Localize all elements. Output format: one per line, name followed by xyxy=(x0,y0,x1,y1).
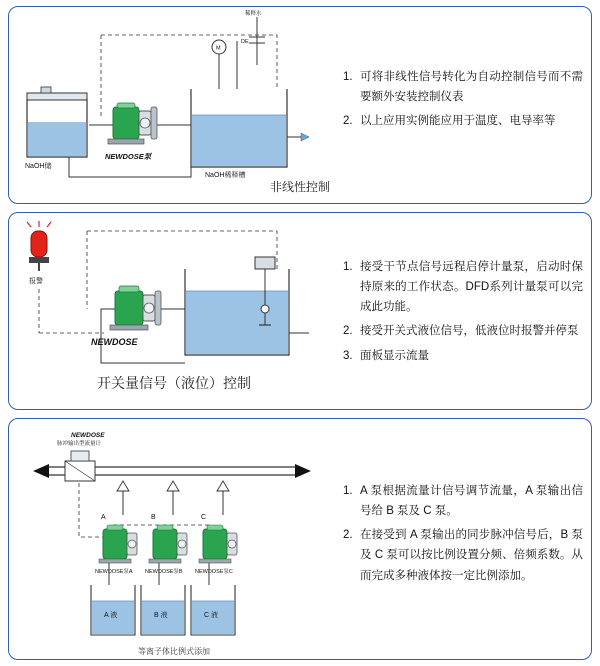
label-tank-left: NaOH储 xyxy=(25,163,52,170)
flowmeter xyxy=(65,451,95,481)
list-text: 接受开关式液位信号，低液位时报警并停泵 xyxy=(360,325,579,338)
pump-a xyxy=(99,525,137,563)
label-pump-b: B xyxy=(151,514,156,521)
list-number: 2. xyxy=(343,529,353,542)
list-item xyxy=(343,67,583,107)
list-item xyxy=(343,257,583,317)
list-number: 1. xyxy=(343,485,353,497)
label-tank-c: C 液 xyxy=(204,612,218,619)
label-pump-a-name: NEWDOSE泵A xyxy=(95,569,133,575)
panel-level-switch-control xyxy=(8,212,592,410)
pump-b xyxy=(149,525,187,563)
pump-c xyxy=(199,525,237,563)
list-item xyxy=(343,111,583,131)
label-pump-c: C xyxy=(201,514,207,521)
motor-label: M xyxy=(216,45,221,52)
text-level-switch-control xyxy=(343,213,583,409)
list-number: 2. xyxy=(343,115,353,128)
flow-arrow-out xyxy=(295,464,311,478)
label-pump-a: A xyxy=(101,514,106,521)
list-text: 接受干节点信号远程启停计量泵，启动时保持原来的工作状态。DFD系列计量泵可以完成此功能。 xyxy=(360,261,583,314)
label-dilution-water: 稀释水 xyxy=(245,11,262,17)
injection-valve-b xyxy=(167,481,179,491)
list-number: 1. xyxy=(343,71,353,83)
label-tank-a: A 液 xyxy=(104,612,118,619)
flow-arrow-in xyxy=(33,464,49,478)
list-number: 2. xyxy=(343,325,353,338)
list-number: 3. xyxy=(343,349,353,362)
list-text: A 泵根据流量计信号调节流量，A 泵输出信号给 B 泵及 C 泵。 xyxy=(360,485,583,518)
tank-a xyxy=(91,585,135,635)
list-item xyxy=(343,481,583,521)
list-item xyxy=(343,525,583,585)
panel-proportional-dosing xyxy=(8,418,592,660)
list-item xyxy=(343,346,583,366)
pump-newdose xyxy=(108,103,157,144)
list-text: 面板显示流量 xyxy=(360,349,429,362)
text-nonlinear-control xyxy=(343,7,583,203)
list-text: 在接受到 A 泵输出的同步脉冲信号后，B 泵及 C 泵可以按比例设置分频、倍频系数。从而完成多种液体按一定比例添加。 xyxy=(360,529,583,582)
label-pump: NEWDOSE泵 xyxy=(105,152,152,161)
tank-liquid xyxy=(192,115,286,166)
injection-valve-c xyxy=(217,481,229,491)
injection-valve-a xyxy=(117,481,129,491)
label-alarm: 报警 xyxy=(29,278,43,285)
pump-newdose xyxy=(110,286,161,330)
diagram-nonlinear-control xyxy=(9,7,339,203)
list-item xyxy=(343,321,583,341)
level-float xyxy=(261,305,269,313)
list-text: 以上应用实例能应用于温度、电导率等 xyxy=(360,115,556,128)
caption-panel-2: 开关量信号（液位）控制 xyxy=(97,377,251,392)
text-proportional-dosing xyxy=(343,419,583,659)
diagram-proportional-dosing xyxy=(9,419,339,659)
list-text: 可将非线性信号转化为自动控制信号而不需要额外安装控制仪表 xyxy=(360,71,583,104)
label-pump-c-name: NEWDOSE泵C xyxy=(195,569,233,575)
label-de: DE xyxy=(241,39,249,45)
label-flowmeter-sub: 脉冲输出型流量计 xyxy=(57,441,102,447)
label-pump: NEWDOSE xyxy=(91,337,138,347)
caption-panel-1: 非线性控制 xyxy=(269,180,330,194)
tank-b xyxy=(141,585,185,635)
sync-signal-line xyxy=(79,483,103,537)
level-switch-head xyxy=(255,257,275,269)
alarm-beacon-icon xyxy=(27,221,51,271)
label-pump-b-name: NEWDOSE泵B xyxy=(145,569,183,575)
label-tank-right: NaOH稀释槽 xyxy=(205,172,246,179)
panel-nonlinear-control xyxy=(8,6,592,204)
tank-c xyxy=(191,585,235,635)
list-number: 1. xyxy=(343,261,353,273)
label-tank-b: B 液 xyxy=(154,612,168,619)
caption-panel-3: 等离子体比例式添加 xyxy=(138,647,210,656)
label-flowmeter: NEWDOSE xyxy=(71,432,105,439)
